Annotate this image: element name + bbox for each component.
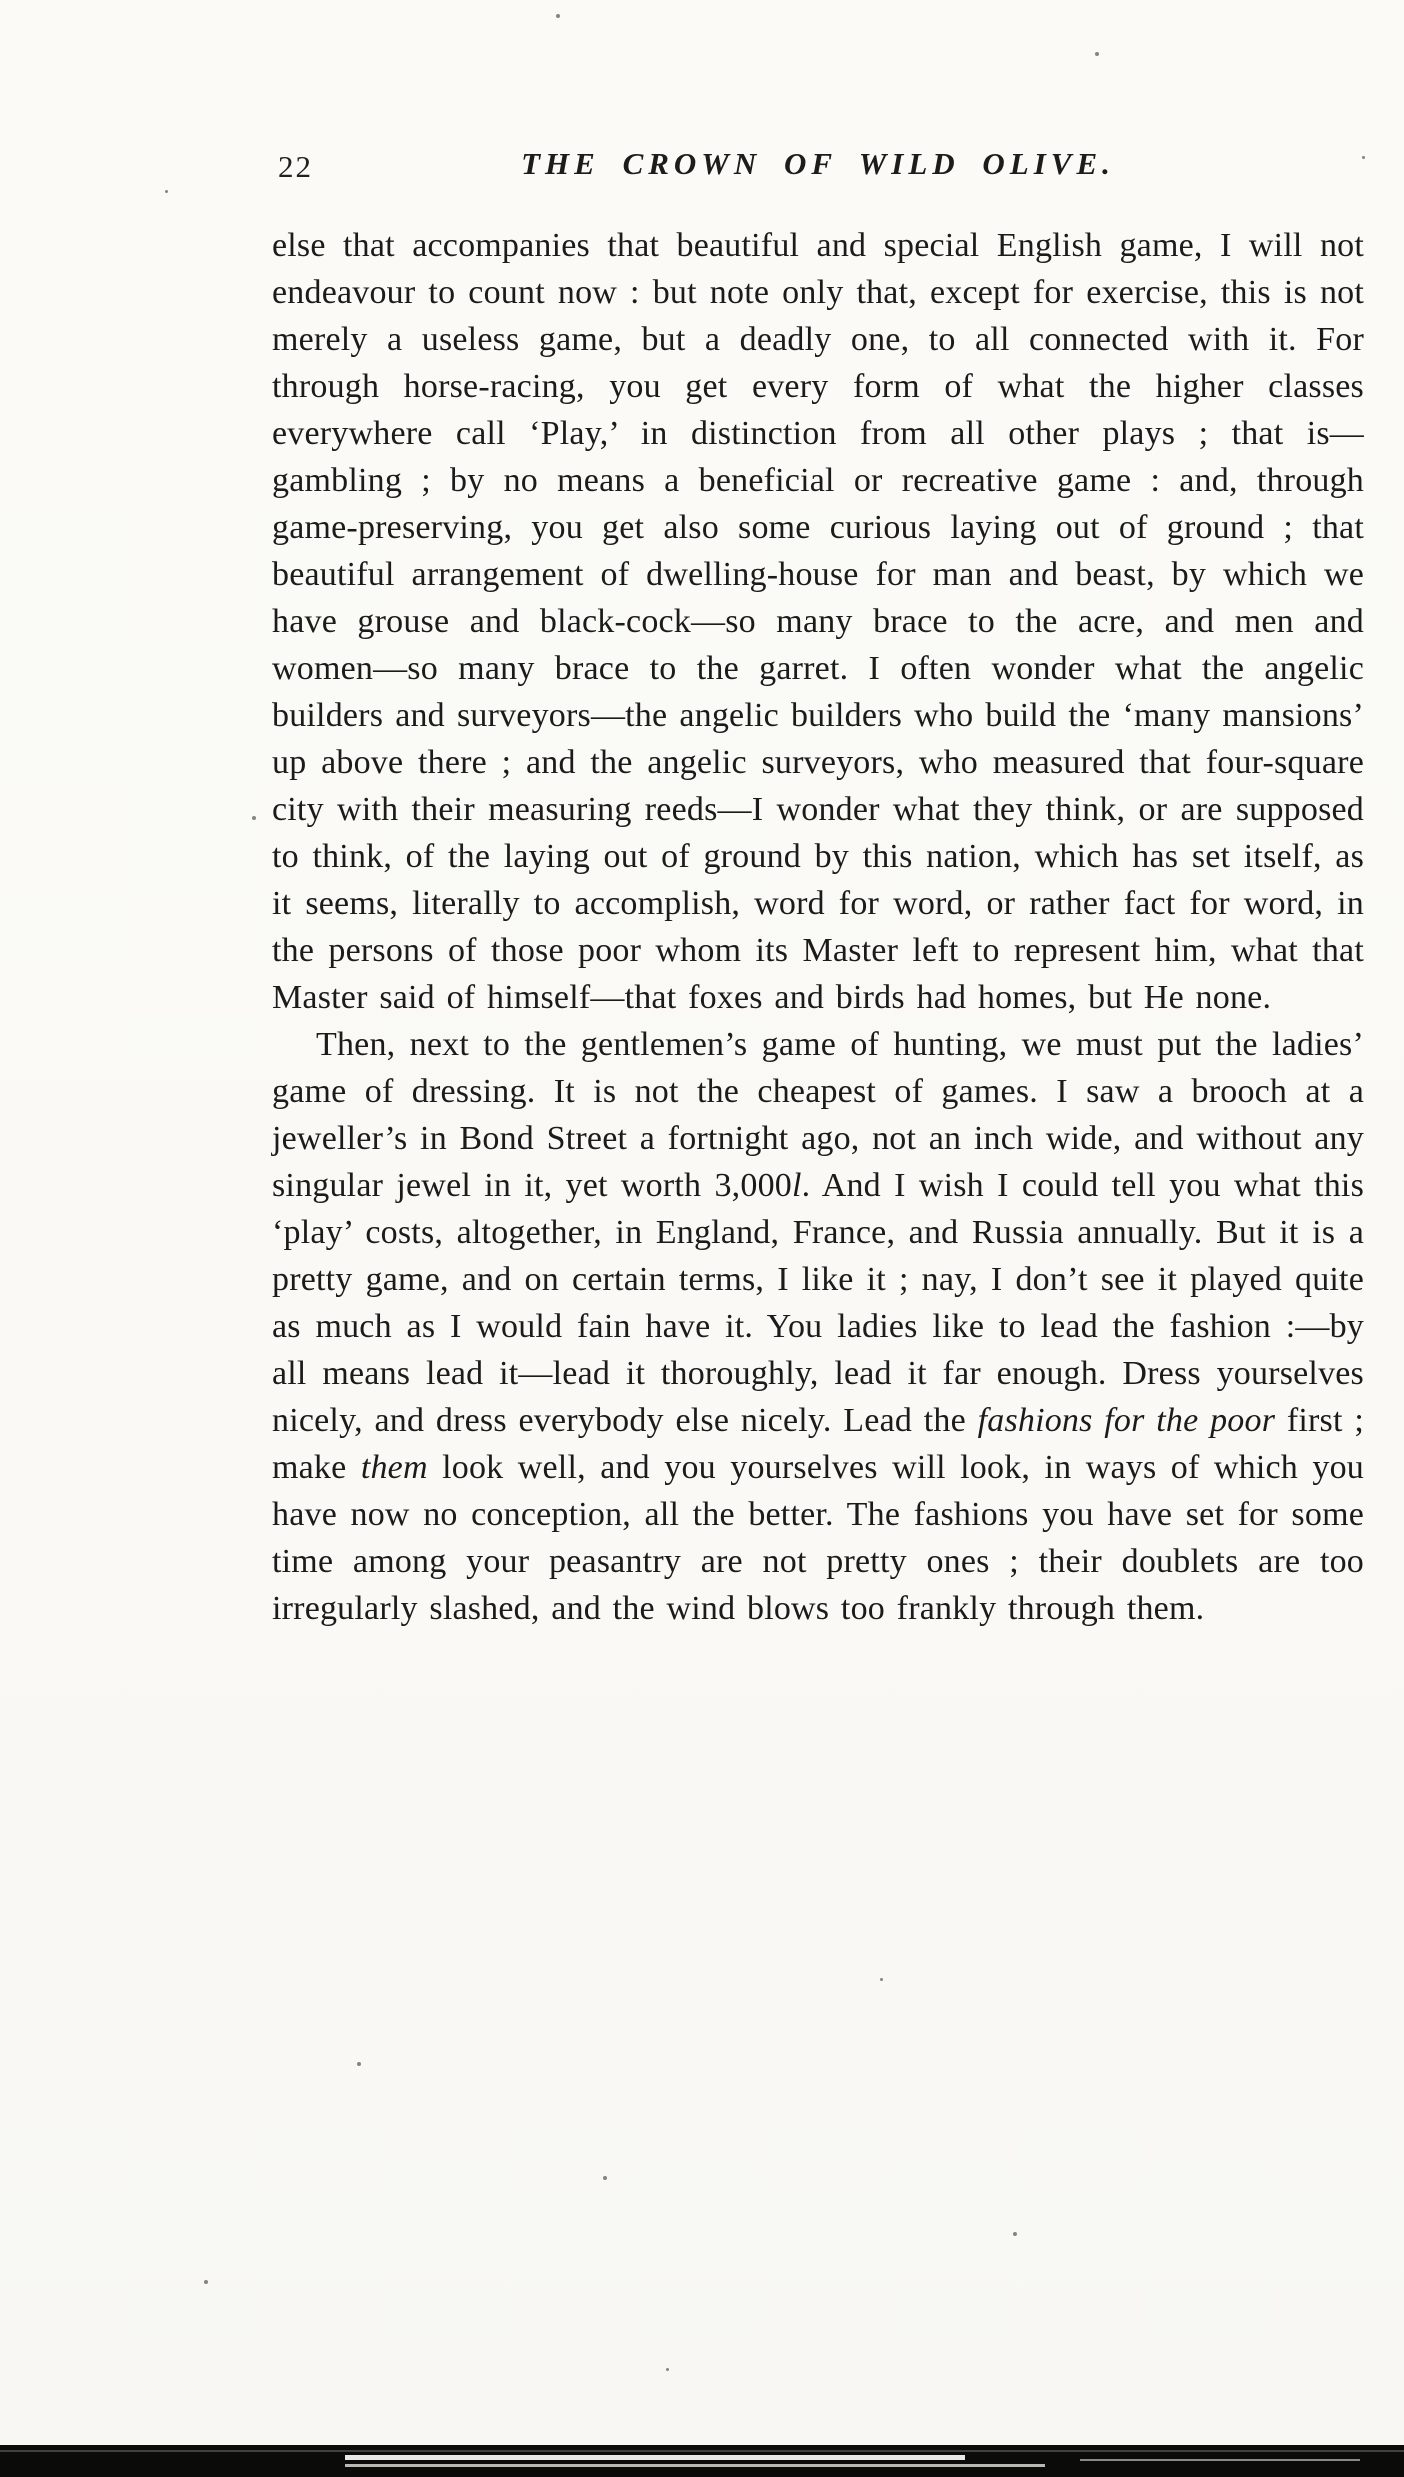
scan-speck (357, 2062, 361, 2066)
text-segment: . And I wish I could tell you what this ‘play’ costs, altogether, in England, France, and Russia annually. But it is a pretty game, and on certain terms, I like it ; nay, I don’t see it played quite as much as I would fain have it. You ladies like to lead the fashion :—by all means lead it—lead it thoroughly, lead it far enough. Dress yourselves nicely, and dress everybody else nicely. Lead the (272, 1167, 1364, 1439)
text-segment: l (791, 1167, 802, 1204)
scan-speck (165, 190, 168, 193)
scan-speck (252, 816, 256, 820)
scan-speck (1095, 52, 1099, 56)
scan-edge-line (345, 2455, 965, 2460)
scan-speck (1362, 156, 1365, 159)
scan-edge-line (1080, 2459, 1360, 2461)
scan-speck (556, 14, 560, 18)
text-segment: else that accompanies that beautiful and special English game, I will not endeavour to count now : but note only that, except for exercise, this is not merely a useless game, but a deadly one, to all connected with it. For through horse-racing, you get every form of what the higher classes everywhere call ‘Play,’ in distinction from all other plays ; that is—gambling ; by no means a beneficial or recreative game : and, through game-preserving, you get also some curious laying out of ground ; that beautiful arrangement of dwelling-house for man and beast, by which we have grouse and black-cock—so many brace to the acre, and men and women—so many brace to the garret. I often wonder what the angelic builders and surveyors—the angelic builders who build the ‘many mansions’ up above there ; and the angelic surveyors, who measured that four-square city with their measuring reeds—I wonder what they think, or are supposed to think, of the laying out of ground by this nation, which has set itself, as it seems, literally to accomplish, word for word, or rather fact for word, in the persons of those poor whom its Master left to represent him, what that Master said of himself—that foxes and birds had homes, but He none. (272, 227, 1364, 1016)
scan-edge-artifact (0, 2445, 1404, 2477)
scan-speck (204, 2280, 208, 2284)
scan-speck (1013, 2232, 1017, 2236)
text-segment: them (360, 1449, 428, 1486)
scan-edge-line (345, 2464, 1045, 2467)
text-segment: fashions for the poor (977, 1402, 1276, 1439)
text-segment: first ; make (272, 1402, 1364, 1486)
text-segment: Then, next to the gentlemen’s game of hunting, we must put the ladies’ game of dressing. It is not the cheapest of games. I saw a brooch at a jeweller’s in Bond Street a fortnight ago, not an inch wide, and without any singular jewel in it, yet worth 3,000 (272, 1026, 1364, 1204)
page-number: 22 (278, 149, 313, 184)
body-text (272, 222, 1364, 1632)
running-title: THE CROWN OF WILD OLIVE. (521, 146, 1115, 181)
page-header (272, 146, 1364, 190)
text-segment: look well, and you yourselves will look, in ways of which you have now no conception, all the better. The fashions you have set for some time among your peasantry are not pretty ones ; their doublets are too irregularly slashed, and the wind blows too frankly through them. (272, 1449, 1364, 1627)
paragraph (272, 222, 1364, 1021)
paragraph (272, 1021, 1364, 1632)
scan-speck (666, 2368, 669, 2371)
scan-speck (880, 1978, 883, 1981)
scan-speck (603, 2176, 607, 2180)
scan-edge-line (0, 2450, 1404, 2452)
